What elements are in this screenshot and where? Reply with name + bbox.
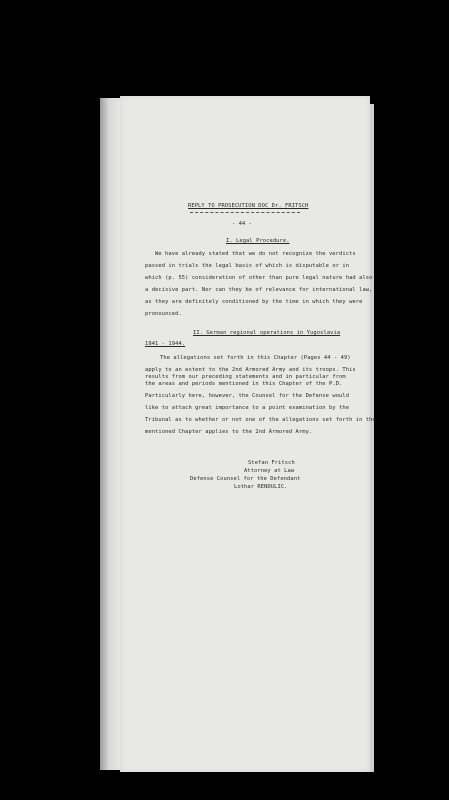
signature-name: Stefan Fritsch xyxy=(248,460,295,466)
para2-line5: Particularly here, however, the Counsel for the Defense would xyxy=(145,393,350,399)
para2-line4: the areas and periods mentioned in this Chapter of the P.D. xyxy=(145,381,343,387)
section2-heading-b: 1941 - 1944. xyxy=(145,341,186,347)
section1-heading: I. Legal Procedure. xyxy=(226,238,290,244)
section2-heading-a: II. German regional operations in Yugoslavia xyxy=(193,330,341,336)
para1-line2: passed in trials the legal basis of which is disputable or in xyxy=(145,263,350,269)
para1-line5: as they are definitely conditioned by the time in which they were xyxy=(145,299,363,305)
para2-line3: results from our preceding statements and in particular from xyxy=(145,374,346,380)
para2-line1: The allegations set forth in this Chapter (Pages 44 - 49) xyxy=(160,355,351,361)
signature-title: Attorney at Law xyxy=(244,468,295,474)
header-divider xyxy=(190,212,300,213)
document-header: REPLY TO PROSECUTION DOC Dr. FRITSCH xyxy=(188,203,309,209)
para2-line2: apply to an extent to the 2nd Armored Army and its troops. This xyxy=(145,367,356,373)
signature-role: Defense Counsel for the Defendant xyxy=(190,476,301,482)
para1-line4: a decisive part. Nor can they be of relevance for international law, xyxy=(145,287,373,293)
page-edge xyxy=(100,98,122,770)
signature-defendant: Lothar RENDULIC. xyxy=(234,484,288,490)
para1-line3: which (p. 55) consideration of other than pure legal nature had also xyxy=(145,275,373,281)
para2-line7: Tribunal as to whether or not one of the allegations set forth in the xyxy=(145,417,376,423)
para2-line8: mentioned Chapter applies to the 2nd Armored Army. xyxy=(145,429,313,435)
para1-line6: pronounced. xyxy=(145,311,182,317)
page-number: - 44 - xyxy=(232,221,253,227)
para2-line6: like to attach great importance to a point examination by the xyxy=(145,405,350,411)
para1-line1: We have already stated that we do not recognize the verdicts xyxy=(155,251,356,257)
